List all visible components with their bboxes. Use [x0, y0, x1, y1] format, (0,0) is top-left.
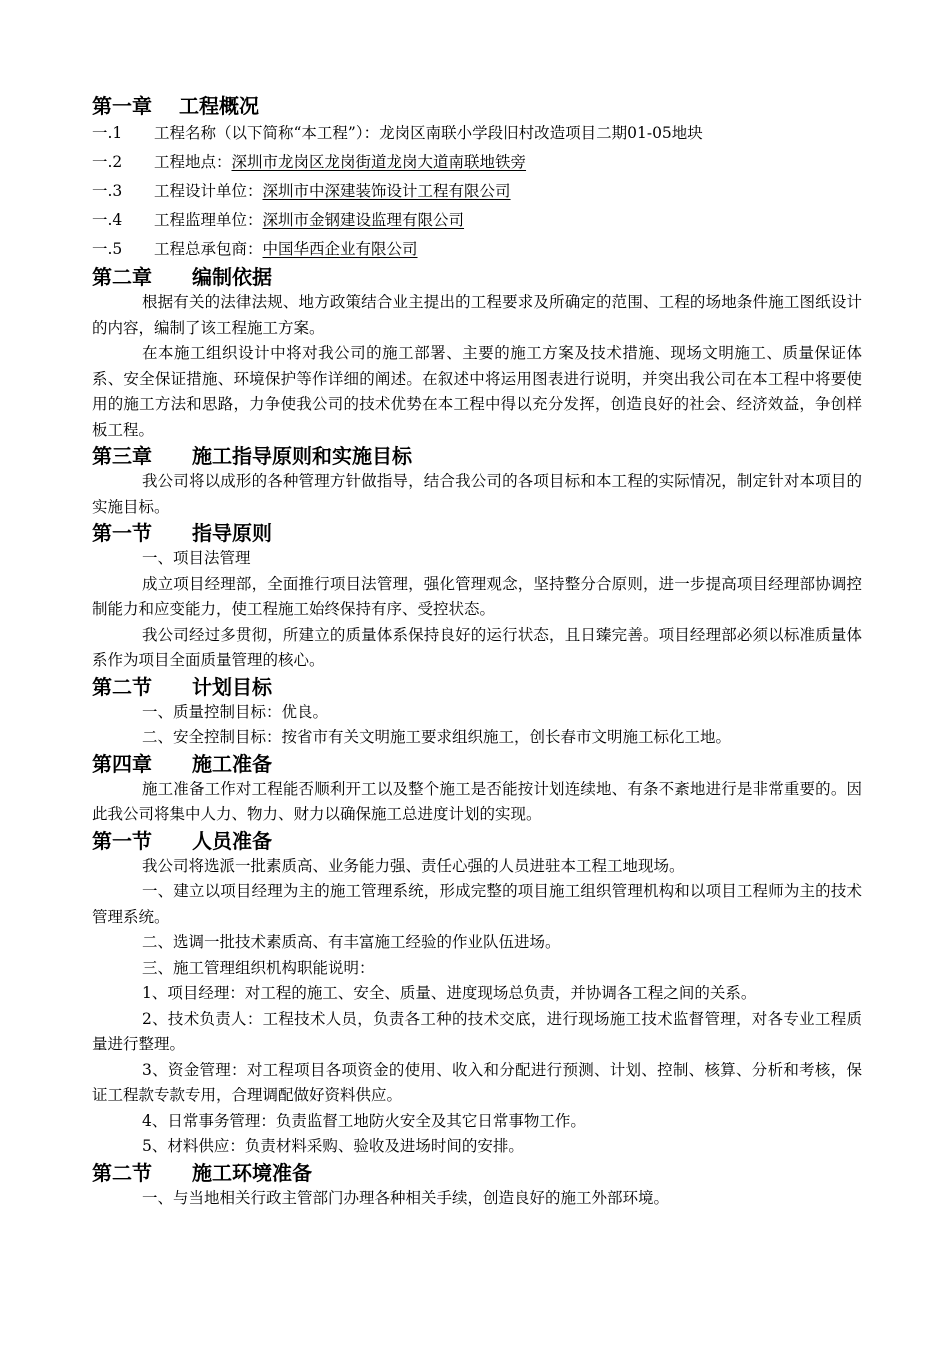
- item-value: 龙岗区南联小学段旧村改造项目二期01-05地块: [379, 124, 703, 142]
- item-value: 深圳市龙岗区龙岗街道龙岗大道南联地铁旁: [231, 153, 527, 171]
- paragraph: 2、技术负责人：工程技术人员，负责各工种的技术交底，进行现场施工技术监督管理，对各专业工程质量进行整理。: [92, 1009, 862, 1053]
- chapter-4-title: 第四章 施工准备: [92, 751, 272, 776]
- paragraph: 二、选调一批技术素质高、有丰富施工经验的作业队伍进场。: [142, 933, 561, 951]
- paragraph: 施工准备工作对工程能否顺利开工以及整个施工是否能按计划连续地、有条不紊地进行是非常重要的。因此我公司将集中人力、物力、财力以确保施工总进度计划的实现。: [92, 779, 862, 823]
- item-number: 一.3: [92, 182, 123, 200]
- item-label: 工程名称（以下简称“本工程”）：: [154, 124, 380, 142]
- paragraph: 成立项目经理部，全面推行项目法管理，强化管理观念，坚持整分合原则，进一步提高项目经理部协调控制能力和应变能力，使工程施工始终保持有序、受控状态。: [92, 574, 862, 618]
- paragraph: 在本施工组织设计中将对我公司的施工部署、主要的施工方案及技术措施、现场文明施工、质量保证体系、安全保证措施、环境保护等作详细的阐述。在叙述中将运用图表进行说明，并突出我公司在本工程中将要使用的施工方法和思路，力争使我公司的技术优势在本工程中得以充分发挥，创造良好的社会、经济效益，争创样板工程。: [92, 344, 862, 439]
- chapter-3-title: 第三章 施工指导原则和实施目标: [92, 444, 412, 468]
- paragraph: 一、建立以项目经理为主的施工管理系统，形成完整的项目施工组织管理机构和以项目工程师为主的技术管理系统。: [92, 882, 862, 926]
- paragraph: 我公司经过多贯彻，所建立的质量体系保持良好的运行状态，且日臻完善。项目经理部必须以标准质量体系作为项目全面质量管理的核心。: [92, 625, 862, 669]
- paragraph: 根据有关的法律法规、地方政策结合业主提出的工程要求及所确定的范围、工程的场地条件施工图纸设计的内容，编制了该工程施工方案。: [92, 293, 862, 337]
- project-item-4: [92, 206, 862, 235]
- chapter-1-title: 第一章 工程概况: [92, 94, 259, 118]
- paragraph: 一、质量控制目标：优良。: [142, 702, 329, 721]
- section-4-1-title: 第一节 人员准备: [92, 828, 272, 853]
- item-value: 深圳市金钢建设监理有限公司: [262, 211, 465, 229]
- project-item-2: [92, 148, 862, 177]
- item-label: 工程地点：: [154, 153, 232, 171]
- paragraph: 1、项目经理：对工程的施工、安全、质量、进度现场总负责，并协调各工程之间的关系。: [142, 984, 757, 1002]
- section-4-2-title: 第二节 施工环境准备: [92, 1160, 312, 1185]
- item-number: 一.2: [92, 153, 123, 171]
- item-label: 工程监理单位：: [154, 211, 263, 229]
- item-number: 一.1: [92, 124, 123, 142]
- project-item-3: [92, 177, 862, 206]
- paragraph: 我公司将选派一批素质高、业务能力强、责任心强的人员进驻本工程工地现场。: [142, 856, 685, 875]
- paragraph: 三、施工管理组织机构职能说明：: [142, 958, 375, 977]
- section-3-2-title: 第二节 计划目标: [92, 674, 272, 699]
- chapter-2-title: 第二章 编制依据: [92, 265, 272, 289]
- project-item-1: [92, 119, 862, 148]
- item-number: 一.4: [92, 211, 123, 229]
- project-item-5: [92, 235, 862, 264]
- item-value: 深圳市中深建装饰设计工程有限公司: [262, 182, 511, 200]
- paragraph: 一、与当地相关行政主管部门办理各种相关手续，创造良好的施工外部环境。: [142, 1188, 670, 1207]
- item-number: 一.5: [92, 240, 123, 258]
- paragraph: 5、材料供应：负责材料采购、验收及进场时间的安排。: [142, 1137, 524, 1155]
- paragraph: 二、安全控制目标：按省市有关文明施工要求组织施工，创长春市文明施工标化工地。: [142, 728, 732, 746]
- paragraph: 4、日常事务管理：负责监督工地防火安全及其它日常事物工作。: [142, 1111, 586, 1130]
- section-3-1-title: 第一节 指导原则: [92, 521, 272, 545]
- item-label: 工程总承包商：: [154, 240, 263, 258]
- paragraph: 3、资金管理：对工程项目各项资金的使用、收入和分配进行预测、计划、控制、核算、分析和考核，保证工程款专款专用，合理调配做好资料供应。: [92, 1060, 862, 1104]
- document-page: [92, 93, 862, 1211]
- item-value: 中国华西企业有限公司: [262, 240, 418, 258]
- item-label: 工程设计单位：: [154, 182, 263, 200]
- paragraph: 一、项目法管理: [142, 549, 251, 567]
- paragraph: 我公司将以成形的各种管理方针做指导，结合我公司的各项目标和本工程的实际情况，制定针对本项目的实施目标。: [92, 472, 862, 516]
